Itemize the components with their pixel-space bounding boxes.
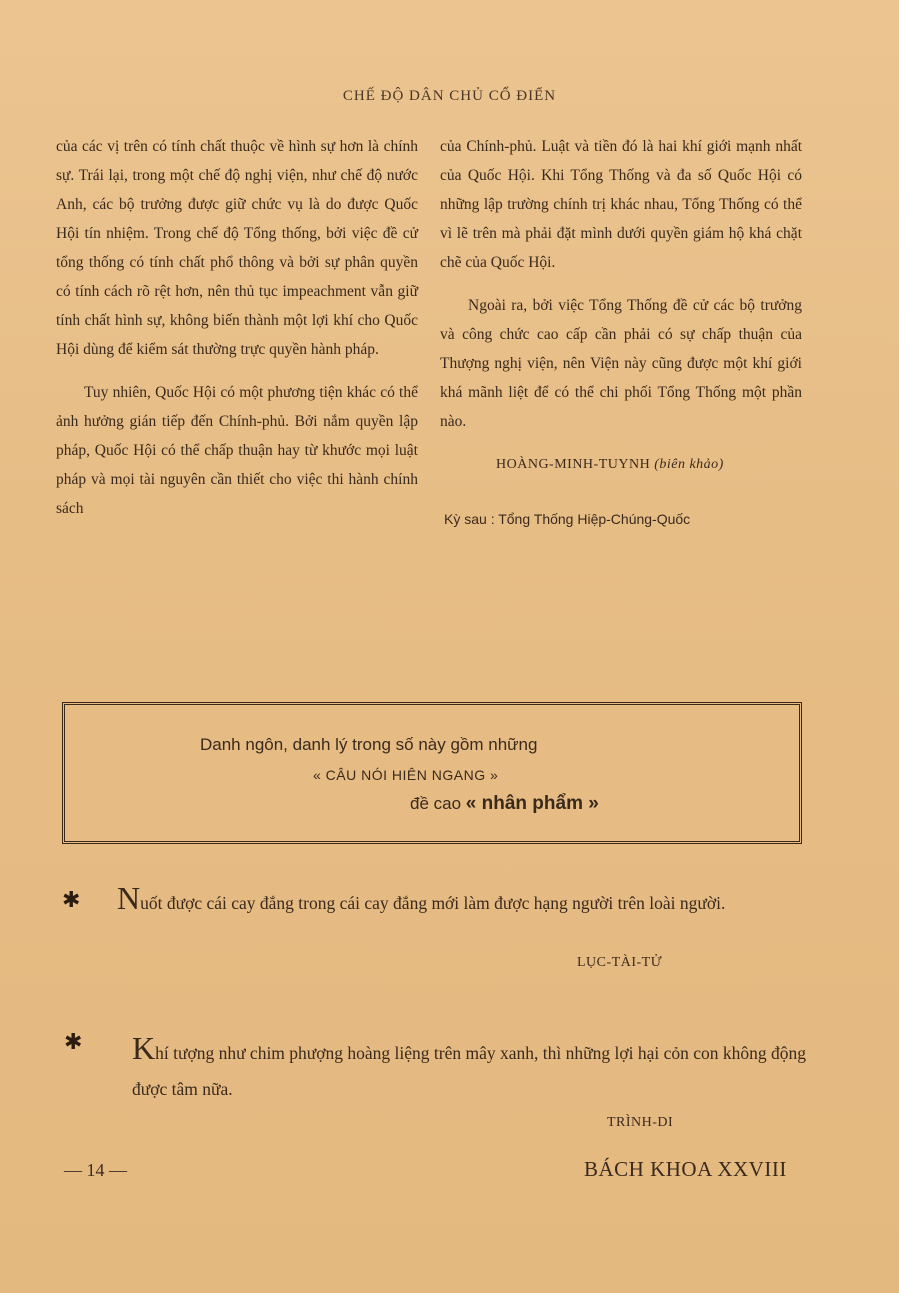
quote-1-initial: N — [117, 880, 141, 916]
notice-line-2: « CÂU NÓI HIÊN NGANG » — [313, 767, 499, 783]
notice-line-1: Danh ngôn, danh lý trong số này gồm những — [200, 735, 538, 754]
left-paragraph-2: Tuy nhiên, Quốc Hội có một phương tiện khác có thể ảnh hưởng gián tiếp đến Chính-phủ. Bởi nắm quyền lập pháp, Quốc Hội có thể chấp thuận hay từ khước mọi luật pháp và mọi tài nguyên cần thiết cho việc thi hành chính sách — [56, 384, 418, 517]
next-issue-note: Kỳ sau : Tổng Thống Hiệp-Chúng-Quốc — [444, 511, 691, 527]
page-number: — 14 — — [64, 1160, 127, 1180]
notice-line-3 — [410, 793, 599, 815]
right-column — [440, 132, 802, 534]
quote-2-author: TRÌNH-DI — [607, 1115, 674, 1130]
left-column — [56, 132, 418, 537]
notice-line-3-bold: « nhân phẩm » — [465, 793, 599, 814]
author-name: HOÀNG-MINH-TUYNH — [496, 457, 651, 472]
left-paragraph-1: của các vị trên có tính chất thuộc về hình sự hơn là chính sự. Trái lại, trong một chế độ nghị viện, như chế độ nước Anh, các bộ trưởng được giữ chức vụ là do được Quốc Hội tín nhiệm. Trong chế độ Tổng thống, bởi việc đề cử tổng thống có tính chất phổ thông và bởi sự phân quyền có tính cách rõ rệt hơn, nên thủ tục impeachment vẫn giữ tính chất hình sự, không biến thành một lợi khí cho Quốc Hội dùng để kiểm sát thường trực quyền hành pháp. — [56, 138, 418, 358]
quote-2-text — [132, 1030, 807, 1107]
article-author — [496, 450, 802, 479]
quote-2-initial: K — [132, 1030, 156, 1066]
star-bullet-icon: ✱ — [64, 1029, 83, 1054]
quote-1-body: uốt được cái cay đắng trong cái cay đắng mới làm được hạng người trên loài người. — [140, 893, 726, 913]
notice-box — [62, 702, 802, 844]
notice-line-3-prefix: đề cao — [410, 794, 462, 813]
quote-2 — [62, 1030, 807, 1107]
running-title: CHẾ ĐỘ DÂN CHỦ CỔ ĐIỂN — [342, 88, 557, 104]
right-paragraph-1: của Chính-phủ. Luật và tiền đó là hai khí giới mạnh nhất của Quốc Hội. Khi Tổng Thống và đa số Quốc Hội có những lập trường chính trị khác nhau, Tổng Thống có thể vì lẽ trên mà phải đặt mình dưới quyền giám hộ khá chặt chẽ của Quốc Hội. — [440, 138, 802, 271]
publication-name: BÁCH KHOA XXVIII — [584, 1157, 787, 1181]
quote-2-body: hí tượng như chim phượng hoàng liệng trên mây xanh, thì những lợi hại cỏn con không động được tâm nữa. — [132, 1043, 807, 1099]
author-role: (biên khảo) — [654, 457, 724, 472]
quote-1-text — [117, 880, 807, 921]
quote-1-author: LỤC-TÀI-TỬ — [577, 955, 663, 970]
quote-1 — [62, 880, 807, 921]
star-bullet-icon: ✱ — [62, 887, 81, 912]
right-paragraph-2: Ngoài ra, bởi việc Tổng Thống đề cử các bộ trưởng và công chức cao cấp cần phải có sự chấp thuận của Thượng nghị viện, nên Viện này cũng được một khí giới khá mãnh liệt để có thể chi phối Tổng Thống một phần nào. — [440, 297, 802, 430]
